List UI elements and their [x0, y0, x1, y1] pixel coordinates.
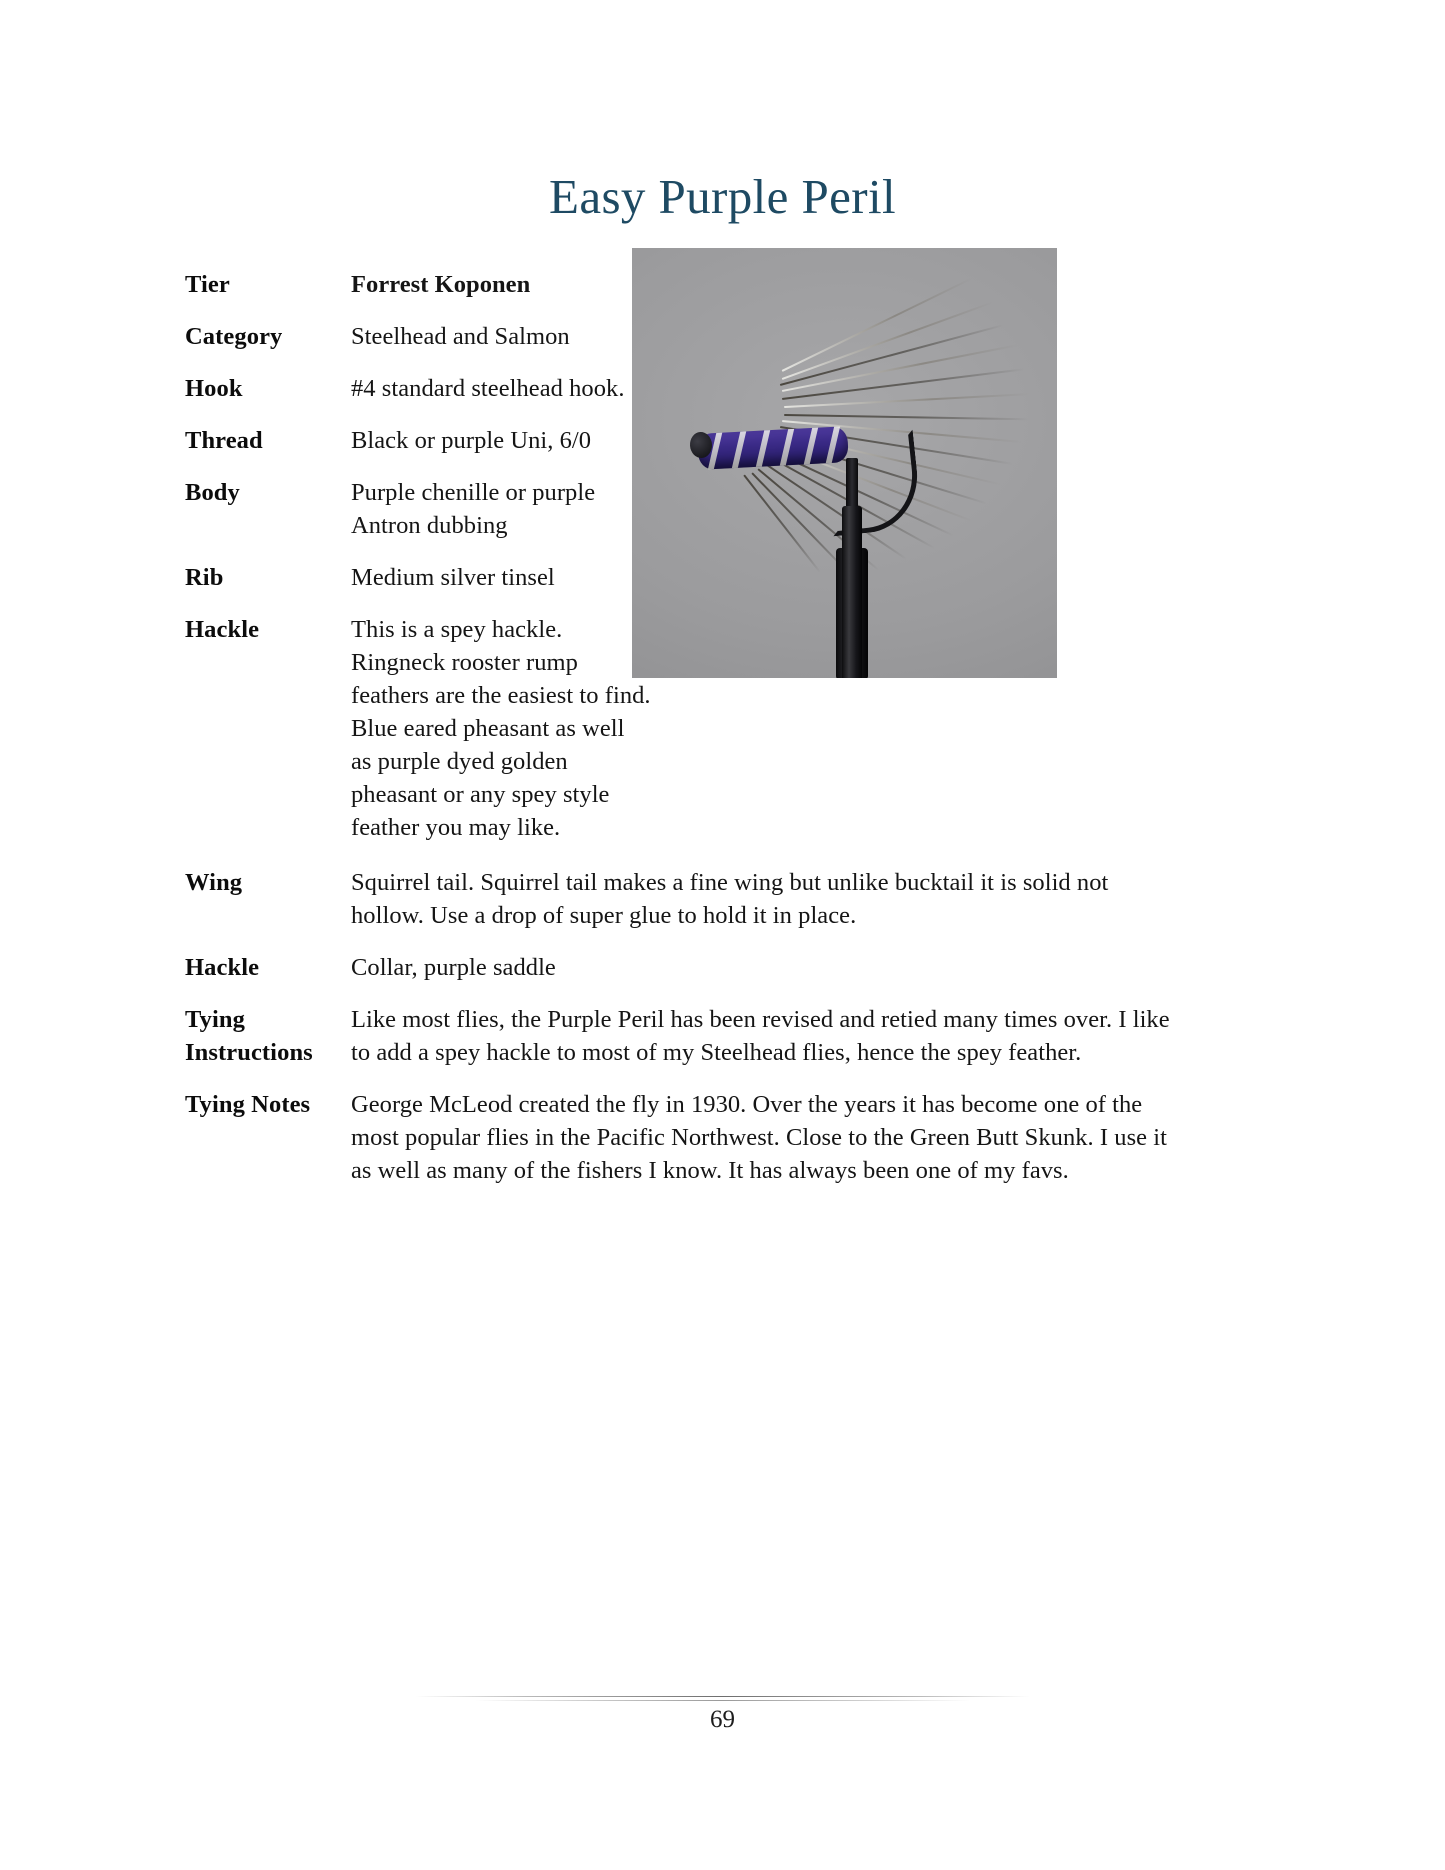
row-value: Steelhead and Salmon [351, 323, 570, 350]
row-value: Medium silver tinsel [351, 564, 555, 591]
recipe-table [185, 268, 1260, 1187]
table-row [185, 866, 1260, 932]
row-label: Hook [185, 375, 243, 402]
row-value: Black or purple Uni, 6/0 [351, 427, 592, 454]
row-value: This is a spey hackle. Ringneck rooster rump feathers are the easiest to find. Blue eared pheasant as well as purple dyed golden pheasant or any spey style feather you may like. [351, 616, 651, 841]
table-row [185, 951, 1260, 984]
row-label: Rib [185, 564, 224, 591]
row-label: Category [185, 323, 283, 350]
page-number: 69 [710, 1706, 735, 1733]
row-label: Tier [185, 271, 230, 298]
table-row [185, 613, 1260, 844]
table-row [185, 320, 1260, 353]
row-label: Body [185, 479, 240, 506]
row-value: Forrest Koponen [351, 271, 531, 298]
row-label: Hackle [185, 616, 260, 643]
table-row [185, 268, 1260, 301]
row-value: George McLeod created the fly in 1930. Over the years it has become one of the most popular flies in the Pacific Northwest. Close to the Green Butt Skunk. I use it as well as many of the fishers I know. It has always been one of my favs. [351, 1091, 1167, 1184]
table-row [185, 1003, 1260, 1069]
row-label: Hackle [185, 954, 260, 981]
row-label: Tying Notes [185, 1091, 311, 1118]
table-row [185, 476, 1260, 542]
row-value: Like most flies, the Purple Peril has been revised and retied many times over. I like to add a spey hackle to most of my Steelhead flies, hence the spey feather. [351, 1006, 1170, 1066]
table-row [185, 1088, 1260, 1187]
footer-divider [415, 1690, 1030, 1706]
row-label: Tying Instructions [185, 1006, 313, 1066]
table-row [185, 372, 1260, 405]
table-row [185, 424, 1260, 457]
row-label: Thread [185, 427, 263, 454]
row-value: Collar, purple saddle [351, 954, 556, 981]
row-value: Purple chenille or purple Antron dubbing [351, 479, 596, 539]
row-value: Squirrel tail. Squirrel tail makes a fine wing but unlike bucktail it is solid not hollow. Use a drop of super glue to hold it in place. [351, 869, 1109, 929]
row-label: Wing [185, 869, 243, 896]
row-value: #4 standard steelhead hook. [351, 375, 625, 402]
table-row [185, 561, 1260, 594]
page-title: Easy Purple Peril [548, 169, 897, 224]
